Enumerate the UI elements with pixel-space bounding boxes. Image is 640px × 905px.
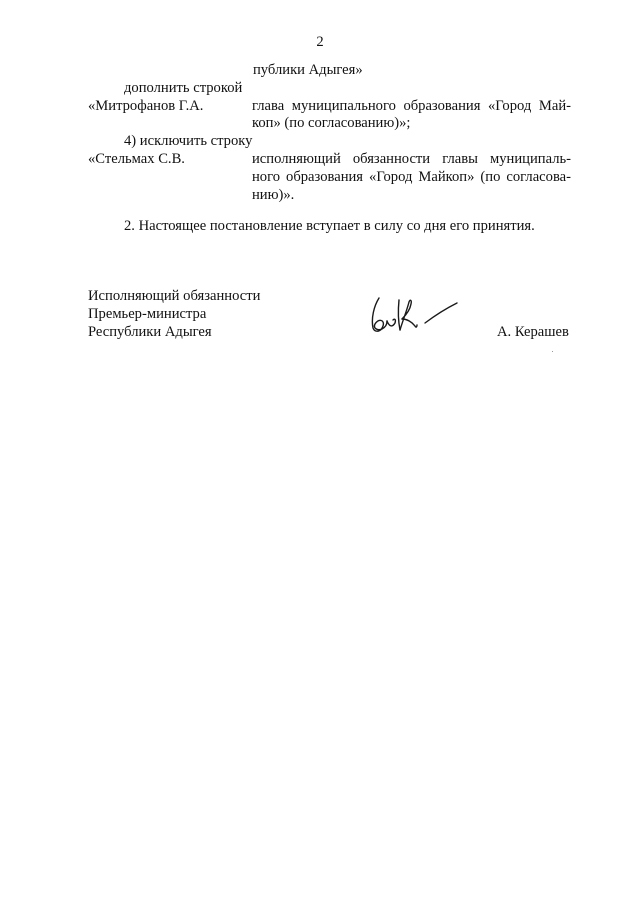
scan-speck	[552, 351, 553, 352]
entry-desc-stelmakh-line-3: нию)».	[252, 187, 295, 203]
handwritten-signature	[365, 290, 465, 338]
text-line-dopolnit-strokoi: дополнить строкой	[124, 80, 243, 96]
entry-desc-stelmakh-line-2: ного образования «Город Майкоп» (по согласова-	[252, 169, 571, 185]
signatory-title-line-1: Исполняющий обязанности	[88, 288, 261, 304]
signatory-name: А. Керашев	[497, 324, 569, 340]
signatory-title-line-2: Премьер-министра	[88, 306, 207, 322]
entry-desc-mitrofanov-line-2: коп» (по согласованию)»;	[252, 115, 411, 131]
entry-name-mitrofanov: «Митрофанов Г.А.	[88, 98, 204, 114]
entry-desc-stelmakh-line-1: исполняющий обязанности главы муниципаль-	[252, 151, 571, 167]
clause-2: 2. Настоящее постановление вступает в силу со дня его принятия.	[124, 218, 535, 234]
page-number: 2	[316, 34, 324, 50]
entry-desc-mitrofanov-line-1: глава муниципального образования «Город Май-	[252, 98, 571, 114]
entry-name-stelmakh: «Стельмах С.В.	[88, 151, 185, 167]
text-line-isklyuchit-stroku: 4) исключить строку	[124, 133, 253, 149]
signatory-title-line-3: Республики Адыгея	[88, 324, 212, 340]
text-line-publiki-adygei: публики Адыгея»	[253, 62, 363, 78]
